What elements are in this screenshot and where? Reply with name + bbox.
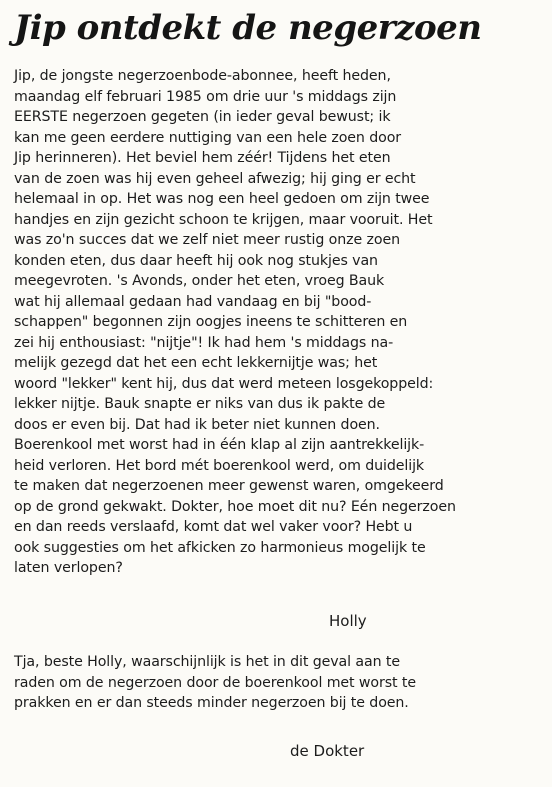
reply-body — [14, 652, 544, 714]
letter-line: lekker nijtje. Bauk snapte er niks van dus ik pakte de — [14, 396, 386, 412]
letter-line: melijk gezegd dat het een echt lekkernijtje was; het — [14, 355, 378, 371]
letter-line: laten verlopen? — [14, 560, 123, 576]
letter-line: ook suggesties om het afkicken zo harmonieus mogelijk te — [14, 539, 426, 556]
letter-line: handjes en zijn gezicht schoon te krijgen, maar vooruit. Het — [14, 211, 433, 228]
letter-signature: Holly — [329, 612, 367, 630]
letter-line: heid verloren. Het bord mét boerenkool werd, om duidelijk — [14, 457, 425, 474]
letter-line: kan me geen eerdere nuttiging van een hele zoen door — [14, 129, 402, 146]
letter-line: Jip herinneren). Het beviel hem zéér! Tijdens het eten — [14, 150, 391, 166]
reply-line: prakken en er dan steeds minder negerzoen bij te doen. — [14, 695, 409, 711]
letter-line: helemaal in op. Het was nog een heel gedoen om zijn twee — [14, 191, 430, 207]
reply-line: raden om de negerzoen door de boerenkool met worst te — [14, 674, 416, 691]
letter-line: konden eten, dus daar heeft hij ook nog stukjes van — [14, 252, 378, 269]
letter-line: woord "lekker" kent hij, dus dat werd meteen losgekoppeld: — [14, 375, 434, 392]
letter-line: te maken dat negerzoenen meer gewenst waren, omgekeerd — [14, 478, 444, 494]
letter-line: van de zoen was hij even geheel afwezig; hij ging er echt — [14, 170, 416, 187]
letter-line: EERSTE negerzoen gegeten (in ieder geval bewust; ik — [14, 109, 391, 125]
letter-line: zei hij enthousiast: "nijtje"! Ik had hem 's middags na- — [14, 334, 394, 351]
letter-line: meegevroten. 's Avonds, onder het eten, vroeg Bauk — [14, 273, 385, 289]
page-title: Jip ontdekt de negerzoen — [14, 8, 482, 48]
letter-line: doos er even bij. Dat had ik beter niet kunnen doen. — [14, 416, 380, 433]
letter-line: wat hij allemaal gedaan had vandaag en bij "bood- — [14, 293, 372, 310]
letter-line: op de grond gekwakt. Dokter, hoe moet dit nu? Eén negerzoen — [14, 498, 456, 515]
letter-line: was zo'n succes dat we zelf niet meer rustig onze zoen — [14, 232, 400, 248]
reply-line: Tja, beste Holly, waarschijnlijk is het in dit geval aan te — [14, 654, 400, 670]
reply-signature: de Dokter — [290, 742, 365, 760]
letter-body — [14, 66, 544, 579]
letter-line: Jip, de jongste negerzoenbode-abonnee, heeft heden, — [14, 68, 391, 84]
letter-line: Boerenkool met worst had in één klap al zijn aantrekkelijk- — [14, 437, 425, 453]
letter-line: schappen" begonnen zijn oogjes ineens te schitteren en — [14, 314, 408, 330]
letter-line: maandag elf februari 1985 om drie uur 's middags zijn — [14, 88, 397, 105]
letter-line: en dan reeds verslaafd, komt dat wel vaker voor? Hebt u — [14, 519, 413, 535]
